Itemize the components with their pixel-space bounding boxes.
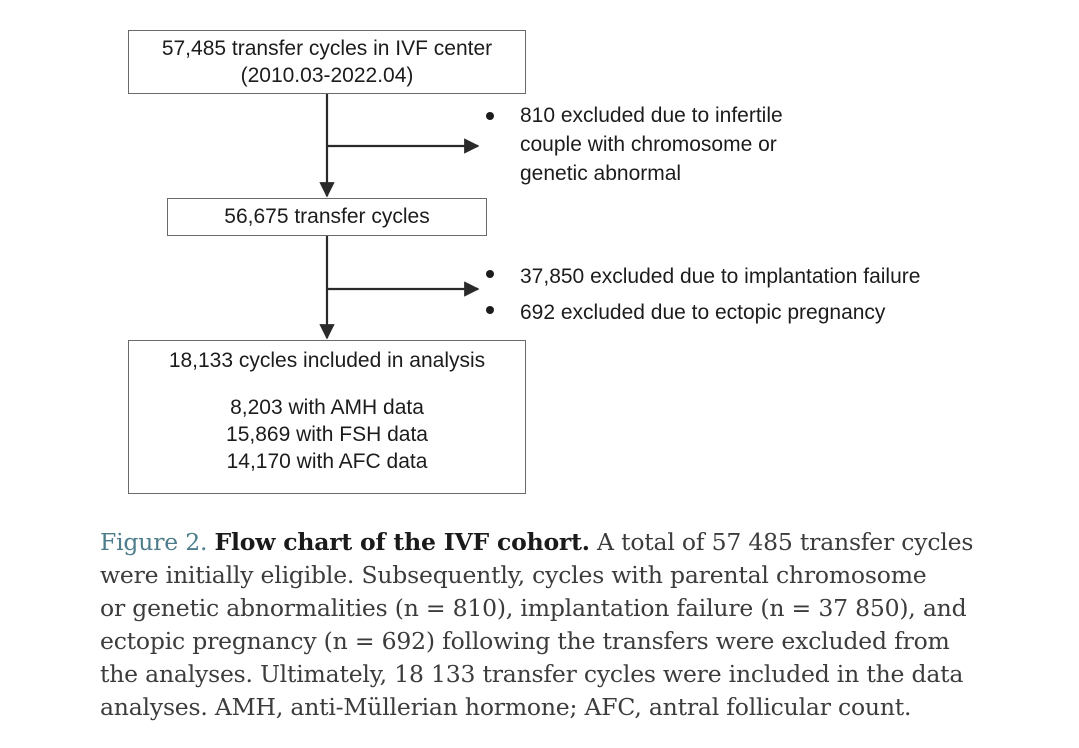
caption-title: Flow chart of the IVF cohort.	[214, 528, 590, 556]
box-included-title: 18,133 cycles included in analysis	[168, 349, 486, 372]
box-after-exclusion	[167, 198, 487, 236]
box-included-spacer	[129, 374, 525, 394]
figure-caption	[100, 526, 1040, 724]
caption-text-5: the analyses. Ultimately, 18 133 transfer cycles were included in the data	[100, 660, 964, 688]
box-total-cycles	[128, 30, 526, 94]
box-total-cycles-line-2: (2010.03-2022.04)	[240, 64, 414, 87]
caption-text-6: analyses. AMH, anti-Müllerian hormone; AFC, antral follicular count.	[100, 693, 912, 721]
exclusion-item-ectopic-pregnancy: 692 excluded due to ectopic pregnancy	[482, 295, 920, 331]
exclusion-list-failure	[482, 259, 920, 331]
box-included-amh: 8,203 with AMH data	[230, 396, 424, 419]
box-included-cycles	[128, 340, 526, 494]
exclusion-item-chromosome: 810 excluded due to infertile couple with chromosome or genetic abnormal	[482, 101, 783, 188]
exclusion-list-chromosome	[482, 101, 783, 188]
caption-text-1: A total of 57 485 transfer cycles	[597, 528, 974, 556]
box-included-afc: 14,170 with AFC data	[226, 450, 428, 473]
caption-label: Figure 2.	[100, 528, 208, 556]
caption-text-4: ectopic pregnancy (n = 692) following the transfers were excluded from	[100, 627, 950, 655]
box-total-cycles-line-1: 57,485 transfer cycles in IVF center	[161, 37, 493, 60]
caption-text-3: or genetic abnormalities (n = 810), implantation failure (n = 37 850), and	[100, 594, 967, 622]
exclusion-item-implantation-failure: 37,850 excluded due to implantation failure	[482, 259, 920, 295]
caption-line-1	[100, 526, 1040, 559]
caption-text-2: were initially eligible. Subsequently, cycles with parental chromosome	[100, 561, 927, 589]
box-included-fsh: 15,869 with FSH data	[226, 423, 428, 446]
box-after-exclusion-line: 56,675 transfer cycles	[224, 205, 430, 228]
